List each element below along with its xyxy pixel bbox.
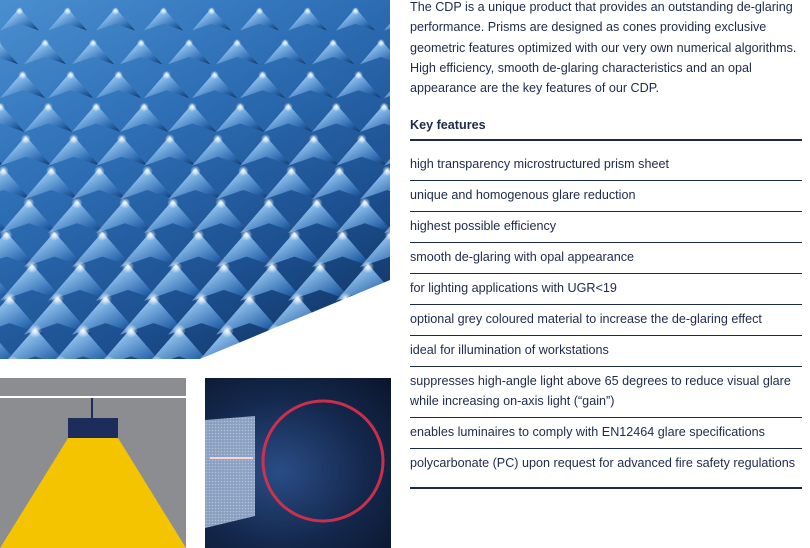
list-item: enables luminaires to comply with EN12464 glare specifications	[410, 418, 802, 449]
list-item: suppresses high-angle light above 65 degrees to reduce visual glare while increasing on-axis light (“gain”)	[410, 367, 802, 418]
list-item: optional grey coloured material to increase the de-glaring effect	[410, 305, 802, 336]
list-item: ideal for illumination of workstations	[410, 336, 802, 367]
list-item: smooth de-glaring with opal appearance	[410, 243, 802, 274]
lamp-housing	[68, 418, 118, 438]
prism-cone	[384, 72, 390, 98]
list-item: polycarbonate (PC) upon request for advanced fire safety regulations	[410, 449, 802, 489]
lamp-illustration	[0, 378, 186, 548]
prism-cone	[0, 136, 3, 166]
list-item: high transparency microstructured prism sheet	[410, 150, 802, 181]
ceiling-line	[0, 396, 186, 398]
intro-paragraph: The CDP is a unique product that provides an outstanding de-glaring performance. Prisms are designed as cones providing exclusive geometric features optimized with our very own numerical algorithms. High efficiency, smooth de-glaring characteristics and an opal appearance are the key features of our CDP.	[410, 0, 797, 96]
prism-cones-illustration	[0, 0, 390, 359]
heading-divider	[410, 139, 802, 141]
light-ring-photo	[205, 378, 391, 548]
prism-sheet-photo	[0, 0, 390, 359]
prism-cone	[384, 136, 390, 166]
prism-cone	[384, 8, 390, 31]
key-features-list	[410, 150, 802, 489]
prism-cone	[0, 40, 18, 64]
list-item: unique and homogenous glare reduction	[410, 181, 802, 212]
list-item: for lighting applications with UGR<19	[410, 274, 802, 305]
laser-ring	[263, 401, 383, 521]
lamp-cable	[91, 398, 93, 418]
key-features-heading: Key features	[410, 118, 486, 132]
list-item: highest possible efficiency	[410, 212, 802, 243]
prism-cone	[360, 40, 390, 64]
